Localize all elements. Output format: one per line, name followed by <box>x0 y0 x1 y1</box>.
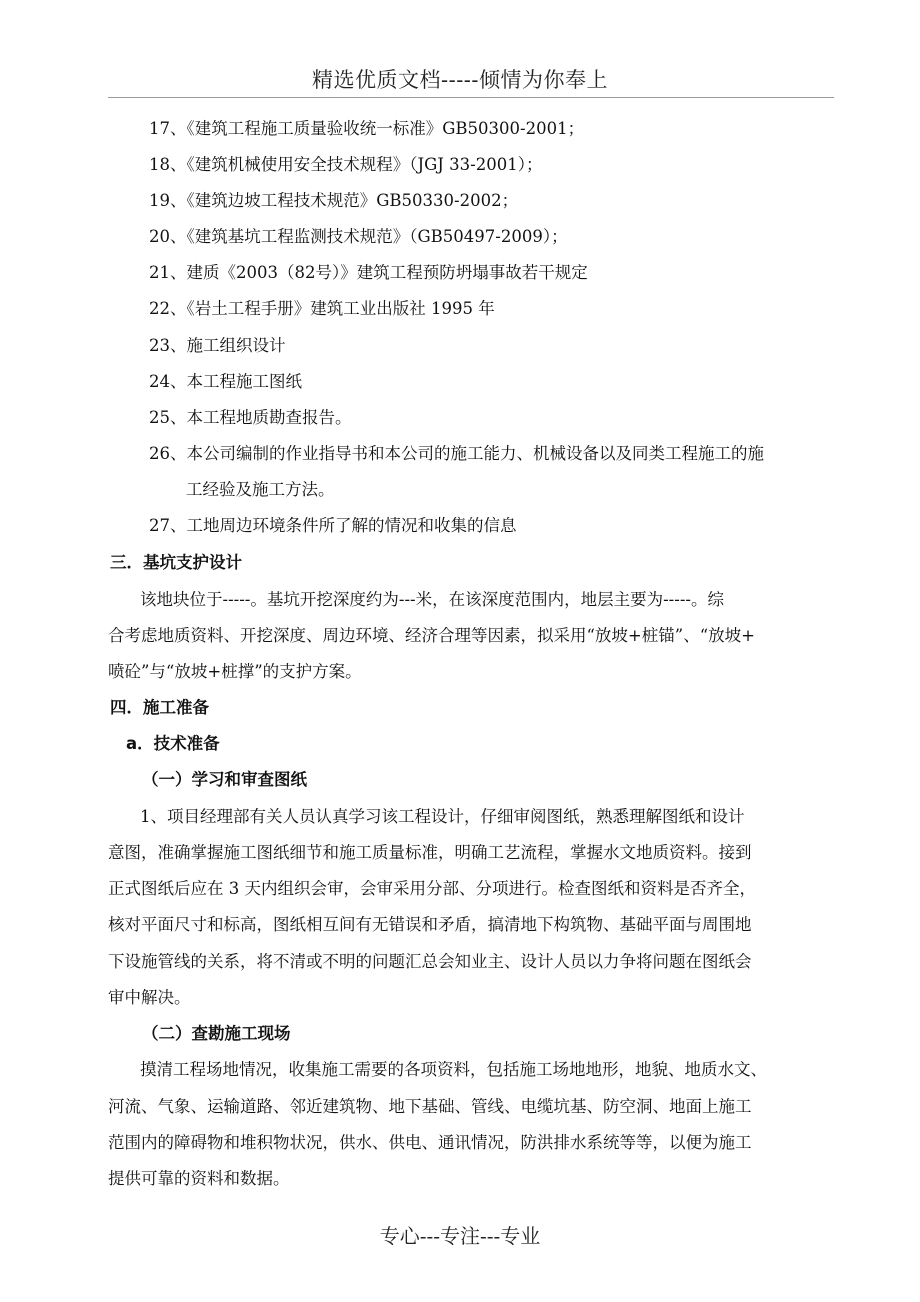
part2-paragraph-line: 摸清工程场地情况，收集施工需要的各项资料，包括施工场地地形，地貌、地质水文、 <box>140 1060 767 1079</box>
part1-paragraph-line: 核对平面尺寸和标高，图纸相互间有无错误和矛盾，搞清地下构筑物、基础平面与周围地 <box>108 915 752 934</box>
page-footer: 专心---专注---专业 <box>379 1224 541 1248</box>
subheading-technical-prep: a．技术准备 <box>126 734 220 753</box>
part1-paragraph-line: 正式图纸后应在 3 天内组织会审，会审采用分部、分项进行。检查图纸和资料是否齐全， <box>108 879 756 898</box>
reference-item-25: 25、本工程地质勘查报告。 <box>149 408 352 427</box>
section3-paragraph-line: 合考虑地质资料、开挖深度、周边环境、经济合理等因素，拟采用“放坡+桩锚”、“放坡+ <box>108 626 755 645</box>
part1-paragraph-line: 1、项目经理部有关人员认真学习该工程设计，仔细审阅图纸，熟悉理解图纸和设计 <box>140 807 745 826</box>
part1-paragraph-line: 审中解决。 <box>108 988 191 1007</box>
page-header: 精选优质文档-----倾情为你奉上 <box>312 68 608 92</box>
section-heading-construction-prep: 四．施工准备 <box>110 698 209 717</box>
section-heading-foundation-support: 三．基坑支护设计 <box>110 553 242 572</box>
section3-paragraph-line: 该地块位于-----。基坑开挖深度约为---米，在该深度范围内，地层主要为-----。综 <box>140 590 724 609</box>
reference-item-26: 26、本公司编制的作业指导书和本公司的施工能力、机械设备以及同类工程施工的施 <box>149 444 764 463</box>
reference-item-26-continuation: 工经验及施工方法。 <box>186 480 335 499</box>
part1-paragraph-line: 意图，准确掌握施工图纸细节和施工质量标准，明确工艺流程，掌握水文地质资料。接到 <box>108 843 752 862</box>
reference-item-24: 24、本工程施工图纸 <box>149 372 302 391</box>
part2-paragraph-line: 河流、气象、运输道路、邻近建筑物、地下基础、管线、电缆坑基、防空洞、地面上施工 <box>108 1097 752 1116</box>
reference-item-21: 21、建质《2003（82号）》建筑工程预防坍塌事故若干规定 <box>149 263 588 282</box>
header-divider <box>108 97 834 98</box>
part1-paragraph-line: 下设施管线的关系，将不清或不明的问题汇总会知业主、设计人员以力争将问题在图纸会 <box>108 952 752 971</box>
section3-paragraph-line: 喷砼”与“放坡+桩撑”的支护方案。 <box>108 662 362 681</box>
reference-item-20: 20、《建筑基坑工程监测技术规范》（GB50497-2009）； <box>149 227 568 246</box>
reference-item-19: 19、《建筑边坡工程技术规范》GB50330-2002； <box>149 191 519 210</box>
reference-item-18: 18、《建筑机械使用安全技术规程》（JGJ 33-2001）； <box>149 155 543 174</box>
reference-item-22: 22、《岩土工程手册》建筑工业出版社 1995 年 <box>149 299 495 318</box>
reference-item-17: 17、《建筑工程施工质量验收统一标准》GB50300-2001； <box>149 119 585 138</box>
subheading-site-survey: （二）查勘施工现场 <box>142 1024 291 1043</box>
reference-item-23: 23、施工组织设计 <box>149 336 286 355</box>
part2-paragraph-line: 范围内的障碍物和堆积物状况，供水、供电、通讯情况，防洪排水系统等等，以便为施工 <box>108 1133 752 1152</box>
subheading-study-drawings: （一）学习和审查图纸 <box>142 770 307 789</box>
reference-item-27: 27、工地周边环境条件所了解的情况和收集的信息 <box>149 516 517 535</box>
part2-paragraph-line: 提供可靠的资料和数据。 <box>108 1169 290 1188</box>
